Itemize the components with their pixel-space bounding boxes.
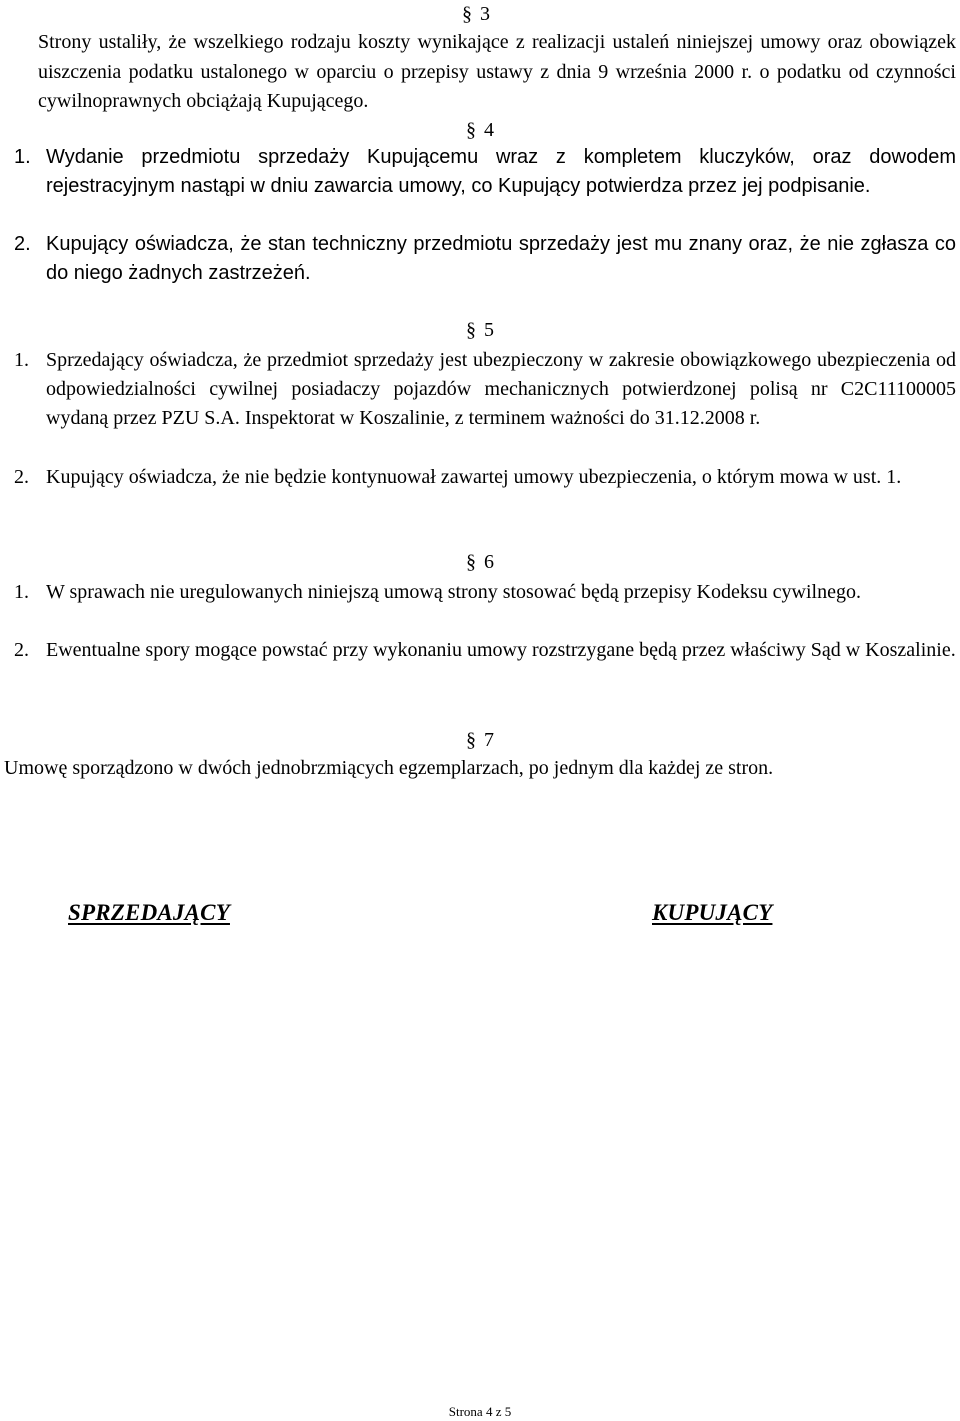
section-4-item-2 (14, 230, 956, 288)
item-text: Ewentualne spory mogące powstać przy wykonaniu umowy rozstrzygane będą przez właściwy Sąd w Koszalinie. (46, 639, 956, 661)
seller-signature-label: SPRZEDAJĄCY (68, 900, 230, 925)
section-3-heading (462, 2, 490, 26)
section-3-paragraph: Strony ustaliły, że wszelkiego rodzaju koszty wynikające z realizacji ustaleń niniejszej umowy oraz obowiązek uiszczenia podatku ustalonego w oparciu o przepisy ustawy z dnia 9 września 2000 r. o podatku od czynności cywilnoprawnych obciążają Kupującego. (38, 31, 956, 112)
item-number: 2. (14, 639, 29, 661)
section-number: 4 (484, 119, 494, 141)
item-text: Wydanie przedmiotu sprzedaży Kupującemu wraz z kompletem kluczyków, oraz dowodem rejestracyjnym nastąpi w dniu zawarcia umowy, co Kupujący potwierdza przez jej podpisanie. (46, 146, 956, 197)
section-number: 6 (484, 551, 494, 573)
section-number: 5 (484, 319, 494, 341)
item-number: 2. (14, 466, 29, 488)
section-4-item-1 (14, 143, 956, 201)
item-text: W sprawach nie uregulowanych niniejszą umową strony stosować będą przepisy Kodeksu cywilnego. (46, 581, 861, 603)
section-symbol: § (462, 3, 472, 25)
buyer-signature-label: KUPUJĄCY (652, 900, 773, 925)
section-number: 7 (484, 729, 494, 751)
section-6-item-2 (14, 636, 956, 665)
item-number: 1. (14, 349, 29, 371)
section-5-item-2 (14, 463, 956, 492)
section-7-paragraph: Umowę sporządzono w dwóch jednobrzmiących egzemplarzach, po jednym dla każdej ze stron. (4, 757, 774, 779)
item-number: 1. (14, 146, 31, 168)
item-number: 2. (14, 233, 31, 255)
item-text: Kupujący oświadcza, że nie będzie kontynuował zawartej umowy ubezpieczenia, o którym mowa w ust. 1. (46, 466, 902, 488)
section-6-heading (466, 550, 494, 574)
section-symbol: § (466, 119, 476, 141)
section-4-heading (466, 118, 494, 142)
section-7-heading (466, 728, 494, 752)
section-symbol: § (466, 551, 476, 573)
item-text: Kupujący oświadcza, że stan techniczny przedmiotu sprzedaży jest mu znany oraz, że nie zgłasza co do niego żadnych zastrzeżeń. (46, 233, 956, 284)
item-number: 1. (14, 581, 29, 603)
section-symbol: § (466, 729, 476, 751)
item-text: Sprzedający oświadcza, że przedmiot sprzedaży jest ubezpieczony w zakresie obowiązkowego ubezpieczenia od odpowiedzialności cywilnej posiadaczy pojazdów mechanicznych potwierdzonej polisą nr C2C11100005 wydaną przez PZU S.A. Inspektorat w Koszalinie, z terminem ważności do 31.12.2008 r. (46, 349, 956, 429)
section-number: 3 (480, 3, 490, 25)
section-5-item-1 (14, 346, 956, 433)
section-6-item-1 (14, 578, 956, 607)
page-footer: Strona 4 z 5 (448, 1404, 512, 1419)
section-5-heading (466, 318, 494, 342)
section-symbol: § (466, 319, 476, 341)
